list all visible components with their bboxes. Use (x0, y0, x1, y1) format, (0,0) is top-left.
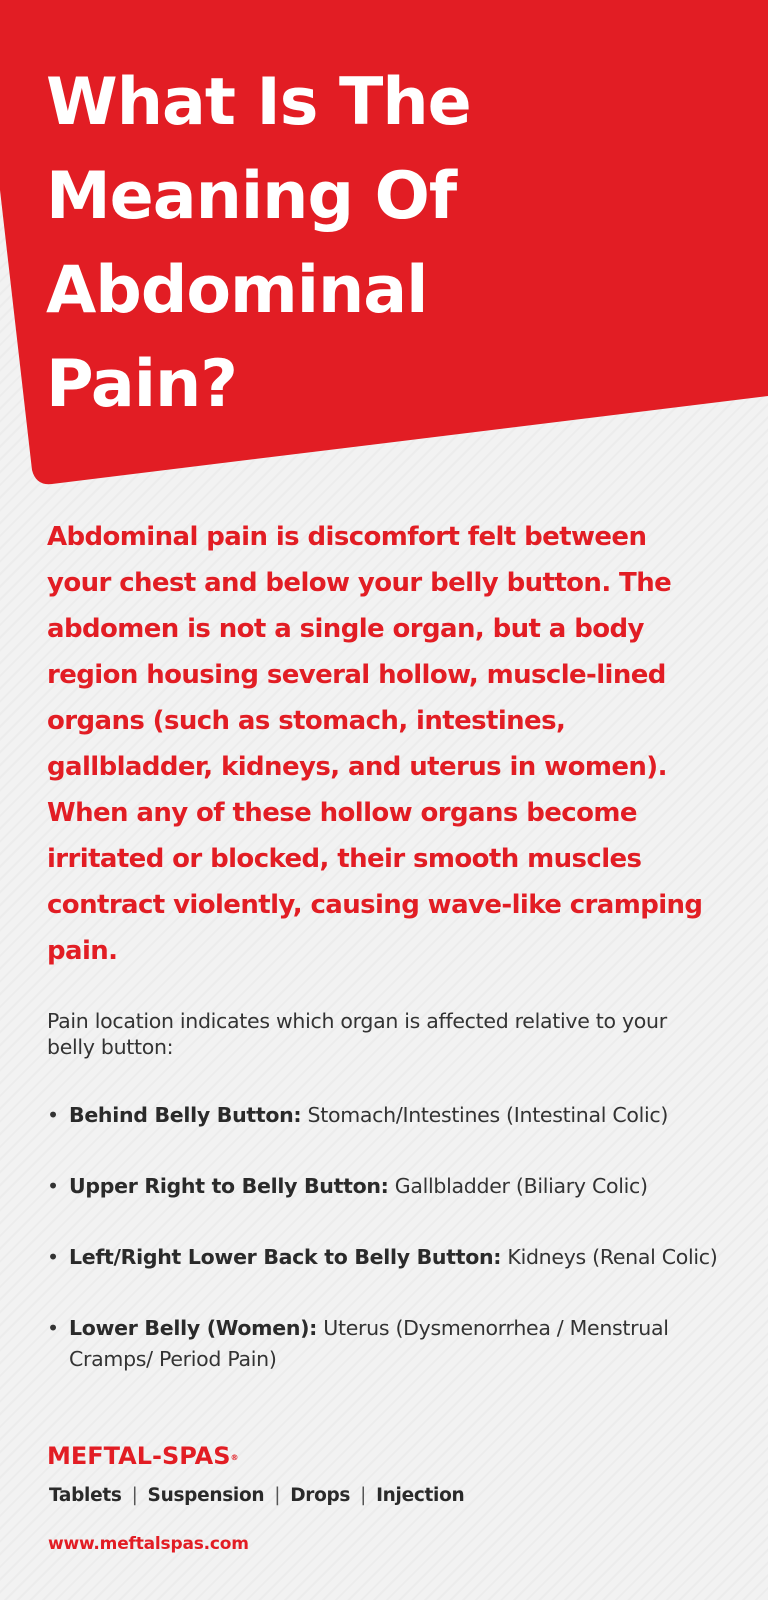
location-label: Behind Belly Button: (69, 1103, 302, 1127)
location-label: Left/Right Lower Back to Belly Button: (69, 1245, 502, 1269)
registered-mark: ® (230, 1453, 239, 1462)
product-forms (49, 1485, 464, 1506)
form-tablets: Tablets (49, 1485, 122, 1506)
page-title (46, 56, 606, 432)
form-drops: Drops (290, 1485, 351, 1506)
separator: | (360, 1485, 367, 1506)
form-injection: Injection (376, 1485, 465, 1506)
title-line: What Is The (46, 65, 471, 140)
separator: | (131, 1485, 138, 1506)
intro-paragraph: Abdominal pain is discomfort felt between your chest and below your belly button. The abdomen is not a single organ, but a body region housing several hollow, muscle-lined organs (such as stomach, intestines, gallbladder, kidneys, and uterus in women). When any of these hollow organs become irritated or blocked, their smooth muscles contract violently, causing wave-like cramping pain. (47, 522, 703, 966)
title-line: Abdominal (46, 253, 428, 328)
organ-description: Stomach/Intestines (Intestinal Colic) (301, 1103, 669, 1127)
brand-name: MEFTAL-SPAS (47, 1442, 231, 1470)
pain-location-list (47, 1100, 727, 1415)
form-suspension: Suspension (147, 1485, 265, 1506)
location-lead-text: Pain location indicates which organ is affected relative to your belly button: (47, 1009, 667, 1059)
separator: | (274, 1485, 281, 1506)
list-item (47, 1100, 727, 1131)
brand-logo (47, 1441, 239, 1471)
website-link[interactable]: www.meftalspas.com (48, 1534, 249, 1554)
list-item (47, 1313, 727, 1375)
title-line: Pain? (46, 347, 238, 422)
organ-description: Uterus (Dysmenorrhea / Menstrual Cramps/ Period Pain) (69, 1316, 669, 1371)
organ-description: Kidneys (Renal Colic) (501, 1245, 718, 1269)
organ-description: Gallbladder (Biliary Colic) (388, 1174, 648, 1198)
list-item (47, 1242, 727, 1273)
list-item (47, 1171, 727, 1202)
location-label: Upper Right to Belly Button: (69, 1174, 389, 1198)
location-label: Lower Belly (Women): (69, 1316, 318, 1340)
title-line: Meaning Of (46, 159, 457, 234)
